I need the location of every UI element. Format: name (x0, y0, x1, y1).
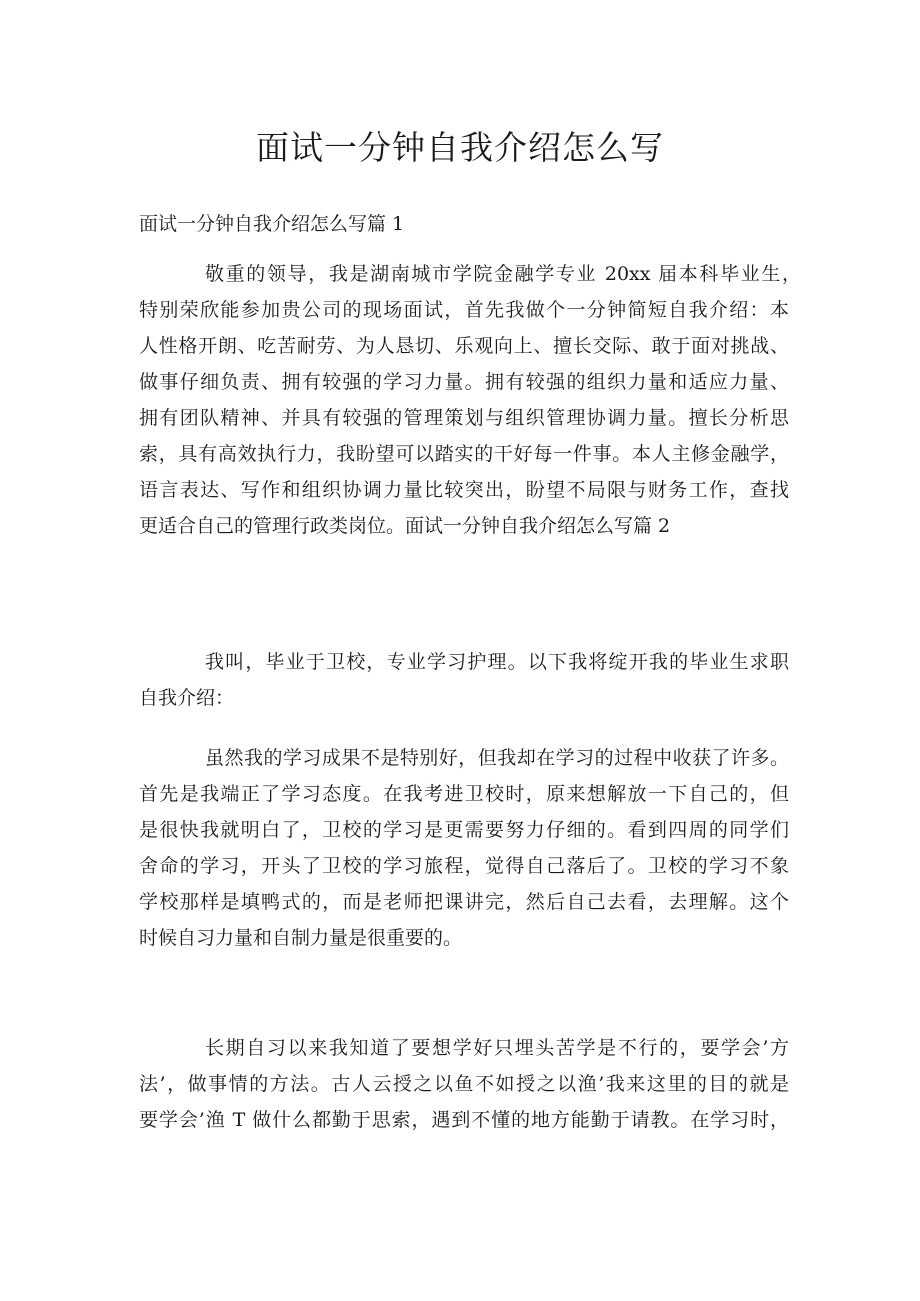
paragraph-line: 法’，做事情的方法。古人云授之以鱼不如授之以渔’我来这里的目的就是 (139, 1073, 789, 1095)
paragraph-line: 特别荣欣能参加贵公司的现场面试，首先我做个一分钟简短自我介绍：本 (139, 299, 789, 321)
paragraph-line: 是很快我就明白了，卫校的学习是更需要努力仔细的。看到四周的同学们 (139, 819, 789, 841)
paragraph-line: 学校那样是填鸭式的，而是老师把课讲完，然后自己去看，去理解。这个 (139, 891, 789, 913)
paragraph-line: 首先是我端正了学习态度。在我考进卫校时，原来想解放一下自己的，但 (139, 783, 789, 805)
paragraph-2 (139, 644, 789, 716)
paragraph-line: 时候自习力量和自制力量是很重要的。 (139, 927, 463, 949)
paragraph-line: 人性格开朗、吃苦耐劳、为人恳切、乐观向上、擅长交际、敢于面对挑战、 (139, 335, 789, 357)
paragraph-line: 更适合自己的管理行政类岗位。面试一分钟自我介绍怎么写篇 2 (139, 515, 671, 537)
paragraph-line: 要学会’渔 T 做什么都勤于思索，遇到不懂的地方能勤于请教。在学习时， (139, 1109, 789, 1131)
paragraph-line: 舍命的学习，开头了卫校的学习旅程，觉得自己落后了。卫校的学习不象 (139, 855, 789, 877)
document-title: 面试一分钟自我介绍怎么写 (256, 128, 664, 167)
paragraph-line: 做事仔细负责、拥有较强的学习力量。拥有较强的组织力量和适应力量、 (139, 371, 789, 393)
paragraph-1 (139, 256, 801, 544)
paragraph-line: 长期自习以来我知道了要想学好只埋头苦学是不行的，要学会’方 (205, 1037, 789, 1059)
paragraph-4 (139, 1030, 789, 1138)
section-heading-1: 面试一分钟自我介绍怎么写篇 1 (139, 213, 405, 235)
paragraph-3 (139, 740, 789, 956)
paragraph-line: 虽然我的学习成果不是特别好，但我却在学习的过程中收获了许多。 (205, 747, 789, 769)
paragraph-line: 自我介绍： (139, 687, 235, 709)
paragraph-line: 索，具有高效执行力，我盼望可以踏实的干好每一件事。本人主修金融学， (139, 443, 789, 465)
paragraph-line: 敬重的领导，我是湖南城市学院金融学专业 20xx 届本科毕业生， (205, 263, 801, 285)
paragraph-line: 拥有团队精神、并具有较强的管理策划与组织管理协调力量。擅长分析思 (139, 407, 789, 429)
paragraph-line: 我叫，毕业于卫校，专业学习护理。以下我将绽开我的毕业生求职 (205, 651, 789, 673)
paragraph-line: 语言表达、写作和组织协调力量比较突出，盼望不局限与财务工作，查找 (139, 479, 789, 501)
